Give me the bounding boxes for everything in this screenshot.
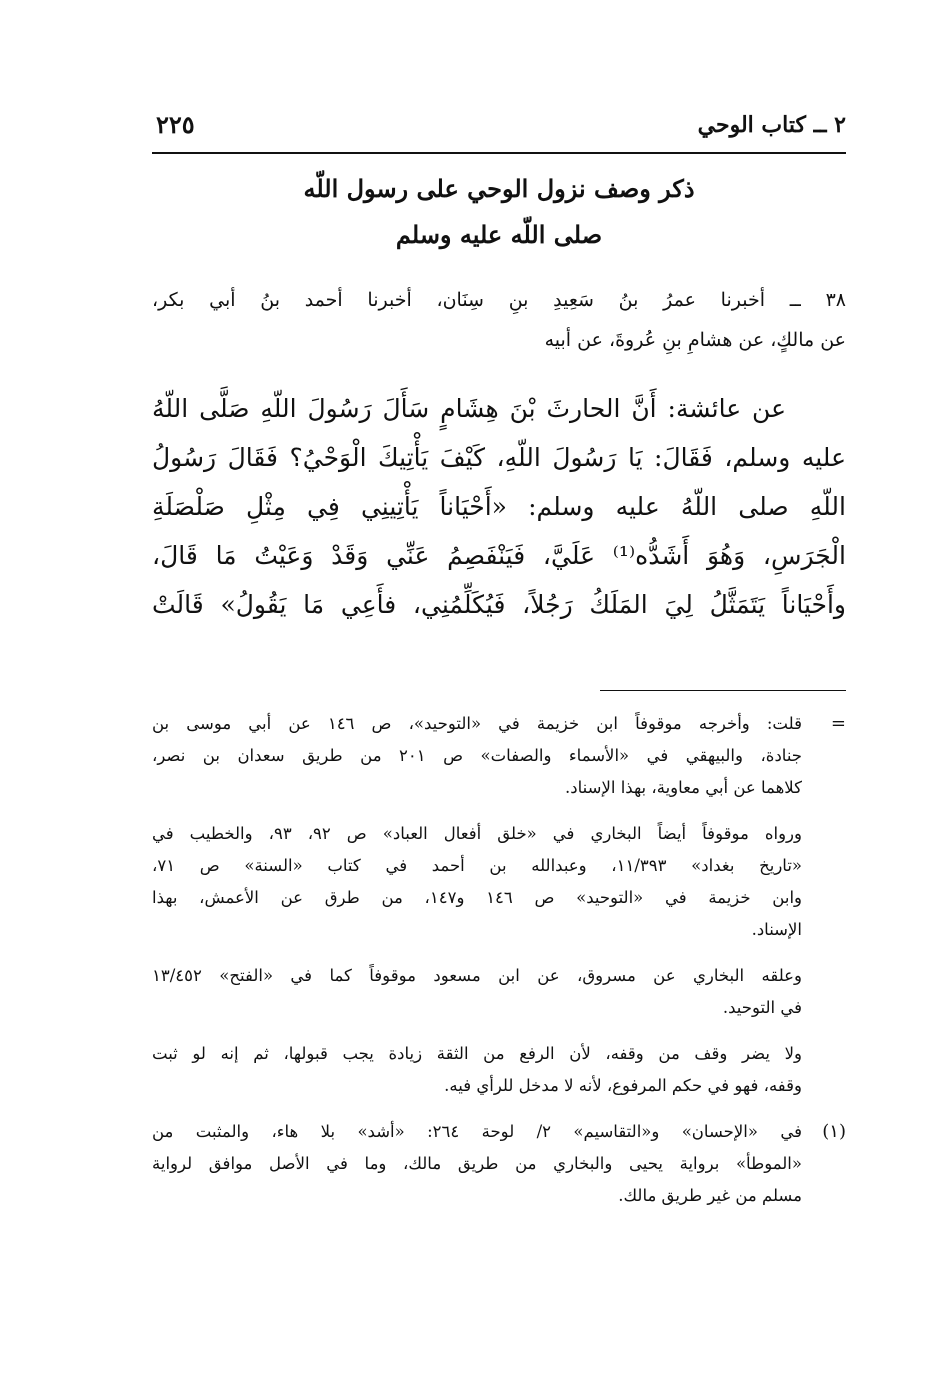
footnote-line: في «الإحسان» و«التقاسيم» ٢/ لوحة ٢٦٤: «أشد» بلا هاء، والمثبت من	[152, 1122, 802, 1141]
footnote-line: وابن خزيمة في «التوحيد» ص ١٤٦ و١٤٧، من طرق عن الأعمش، بهذا	[152, 888, 803, 907]
footnote-paragraph	[152, 1038, 802, 1102]
footnote-line: مسلم من غير طريق مالك.	[618, 1186, 802, 1205]
hadith-line: الْجَرَسِ، وَهُوَ أَشَدُّه⁽¹⁾ عَلَيَّ، فَيَنْفَصِمُ عَنِّي وَقَدْ وَعَيْتُ مَا قَالَ،	[152, 541, 846, 570]
footnote-line: «الموطأ» برواية يحيى والبخاري من طريق مالك، وما في الأصل موافق لرواية	[152, 1154, 802, 1173]
footnote-number: (١)	[822, 1121, 846, 1142]
footnote-line: «تاريخ بغداد» ١١/٣٩٣، وعبدالله بن أحمد في كتاب «السنة» ص ٧١،	[152, 856, 803, 875]
heading-line-1: ذكر وصف نزول الوحي على رسول اللّه	[303, 174, 695, 203]
section-heading	[152, 166, 846, 258]
footnotes	[152, 708, 846, 1226]
footnote-separator	[600, 690, 846, 691]
continuation-mark: =	[830, 713, 846, 734]
footnote-paragraph	[152, 960, 802, 1024]
isnad-line: ٣٨ ــ أخبرنا عمرُ بنُ سَعِيدِ بنِ سِنَان، أخبرنا أحمد بنُ أبي بكر،	[152, 289, 846, 311]
footnote-paragraph-block	[152, 818, 846, 946]
running-title: ٢ ــ كتاب الوحي	[697, 112, 846, 138]
footnote-paragraph-block	[152, 960, 846, 1024]
footnote-paragraph	[152, 708, 802, 804]
hadith-line: عن عائشة: أَنَّ الحارثَ بْنَ هِشَامٍ سَأَلَ رَسُولَ اللّهِ صَلَّى اللّهُ	[152, 394, 786, 423]
footnote-paragraph	[152, 818, 802, 946]
footnote-line: كلاهما عن أبي معاوية، بهذا الإسناد.	[565, 778, 802, 797]
footnote-line: في التوحيد.	[722, 998, 802, 1017]
footnote-line: قلت: وأخرجه موقوفاً ابن خزيمة في «التوحيد»، ص ١٤٦ عن أبي موسى بن	[152, 714, 802, 733]
footnote-line: وقفه، فهو في حكم المرفوع، لأنه لا مدخل للرأي فيه.	[444, 1076, 802, 1095]
page-number: ٢٢٥	[156, 110, 195, 139]
footnote-continuation	[152, 708, 846, 804]
header-rule	[152, 152, 846, 154]
footnote-paragraph-block	[152, 1038, 846, 1102]
footnote-line: جنادة، والبيهقي في «الأسماء والصفات» ص ٢٠١ من طريق سعدان بن نصر،	[152, 746, 802, 765]
footnote-line: وعلقه البخاري عن مسروق، عن ابن مسعود موقوفاً كما في «الفتح» ١٣/٤٥٢	[152, 966, 802, 985]
isnad-line: عن مالكٍ، عن هشامِ بنِ عُروةَ، عن أبيه	[544, 329, 846, 351]
hadith-line: عليه وسلم، فَقَالَ: يَا رَسُولَ اللّهِ، كَيْفَ يَأْتِيكَ الْوَحْيُ؟ فَقَالَ رَسُولُ	[152, 443, 846, 472]
hadith-line: وأَحْيَاناً يَتَمَثَّلُ لِيَ المَلَكُ رَجُلاً، فَيُكَلِّمُنِي، فأَعِي مَا يَقُولُ» قَالَتْ	[152, 590, 846, 619]
running-header	[152, 108, 846, 148]
heading-line-2: صلى اللّه عليه وسلم	[395, 220, 603, 249]
footnote-paragraph	[152, 1116, 802, 1212]
hadith-line: اللّهِ صلى اللّهُ عليه وسلم: «أَحْيَاناً يَأْتِينِي فِي مِثْلِ صَلْصَلَةِ	[152, 492, 846, 521]
footnote-1	[152, 1116, 846, 1212]
footnote-line: الإسناد.	[751, 920, 802, 939]
footnote-line: ولا يضر وقف من وقفه، لأن الرفع من الثقة زيادة يجب قبولها، ثم إنه لو ثبت	[152, 1044, 802, 1063]
footnote-line: ورواه موقوفاً أيضاً البخاري في «خلق أفعال العباد» ص ٩٢، ٩٣، والخطيب في	[152, 824, 802, 843]
isnad-paragraph	[152, 280, 846, 360]
hadith-text	[152, 384, 846, 629]
